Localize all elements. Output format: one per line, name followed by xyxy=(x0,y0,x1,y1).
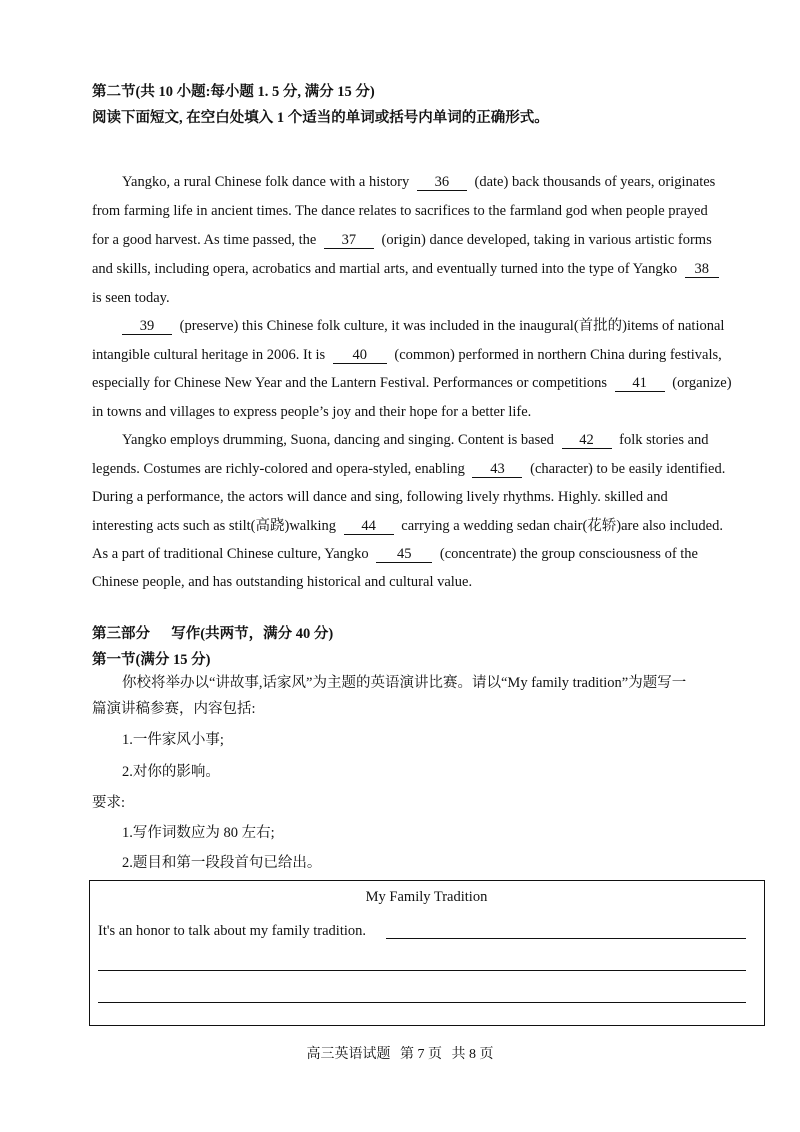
writing-line-2[interactable] xyxy=(98,970,746,971)
part3-subheading: 第一节(满分 15 分) xyxy=(92,652,211,668)
p1-text-4a: and skills, including opera, acrobatics and martial arts, and eventually turned into the type of Yangko xyxy=(92,261,678,277)
p3-line2 xyxy=(92,460,725,478)
p1-line2: from farming life in ancient times. The dance relates to sacrifices to the farmland god when people prayed xyxy=(92,203,708,219)
p1-line4 xyxy=(92,260,723,278)
blank-44[interactable]: 44 xyxy=(344,519,394,535)
p3-line3: During a performance, the actors will dance and sing, following lively rhythms. Highly. skilled and xyxy=(92,489,668,505)
content-item-2: 2.对你的影响。 xyxy=(122,764,220,780)
p2-line1 xyxy=(118,317,724,335)
p2-text-2a: intangible cultural heritage in 2006. It is xyxy=(92,347,326,363)
blank-42[interactable]: 42 xyxy=(562,433,612,449)
p1-text-1b: (date) back thousands of years, originates xyxy=(474,174,716,190)
prompt-line2: 篇演讲稿参赛，内容包括: xyxy=(92,701,256,717)
blank-41[interactable]: 41 xyxy=(615,376,665,392)
blank-38[interactable]: 38 xyxy=(685,262,719,278)
p1-line5: is seen today. xyxy=(92,290,170,306)
answer-box xyxy=(89,880,765,1026)
part3-heading-b: 写作(共两节，满分 40 分) xyxy=(171,626,334,642)
section2-heading: 第二节(共 10 小题:每小题 1. 5 分, 满分 15 分) xyxy=(92,84,375,100)
p3-text-2b: (character) to be easily identified. xyxy=(530,461,726,477)
p3-line5 xyxy=(92,545,698,563)
blank-40[interactable]: 40 xyxy=(333,348,387,364)
requirements-label: 要求: xyxy=(92,795,126,811)
writing-line-3[interactable] xyxy=(98,1002,746,1003)
requirement-1: 1.写作词数应为 80 左右; xyxy=(122,825,275,841)
p2-line4: in towns and villages to express people’s joy and their hope for a better life. xyxy=(92,404,532,420)
blank-36[interactable]: 36 xyxy=(417,175,467,191)
p1-text-3a: for a good harvest. As time passed, the xyxy=(92,232,317,248)
p2-line2 xyxy=(92,346,722,364)
part3-heading-a: 第三部分 xyxy=(92,626,150,642)
footer-total-pages: 共 8 页 xyxy=(451,1047,494,1062)
footer-exam-name: 高三英语试题 xyxy=(306,1047,391,1062)
p2-text-1: (preserve) this Chinese folk culture, it was included in the inaugural(首批的)items of national xyxy=(179,318,725,334)
p3-text-2a: legends. Costumes are richly-colored and opera-styled, enabling xyxy=(92,461,465,477)
p3-line6: Chinese people, and has outstanding historical and cultural value. xyxy=(92,574,473,590)
p2-line3 xyxy=(92,374,732,392)
part3-heading xyxy=(92,625,333,643)
p3-text-1a: Yangko employs drumming, Suona, dancing and singing. Content is based xyxy=(122,432,554,448)
p1-text-1a: Yangko, a rural Chinese folk dance with a history xyxy=(122,174,410,190)
p2-text-2b: (common) performed in northern China during festivals, xyxy=(394,347,722,363)
p3-text-4b: carrying a wedding sedan chair(花轿)are also included. xyxy=(401,518,723,534)
p2-text-3b: (organize) xyxy=(672,375,732,391)
p3-text-5a: As a part of traditional Chinese culture, Yangko xyxy=(92,546,369,562)
p1-line3 xyxy=(92,231,712,249)
page-footer xyxy=(0,1043,800,1063)
p1-line1 xyxy=(122,173,715,191)
p3-text-4a: interesting acts such as stilt(高跷)walking xyxy=(92,518,337,534)
p1-text-3b: (origin) dance developed, taking in various artistic forms xyxy=(381,232,712,248)
writing-line-1[interactable] xyxy=(386,938,746,939)
requirement-2: 2.题目和第一段段首句已给出。 xyxy=(122,855,322,871)
essay-first-line: It's an honor to talk about my family tradition. xyxy=(98,923,366,939)
p3-text-1b: folk stories and xyxy=(619,432,709,448)
blank-43[interactable]: 43 xyxy=(472,462,522,478)
blank-45[interactable]: 45 xyxy=(376,547,432,563)
p3-text-5b: (concentrate) the group consciousness of the xyxy=(439,546,698,562)
blank-37[interactable]: 37 xyxy=(324,233,374,249)
blank-39[interactable]: 39 xyxy=(122,319,172,335)
prompt-line1: 你校将举办以“讲故事,话家风”为主题的英语演讲比赛。请以“My family tradition”为题写一 xyxy=(122,675,687,691)
section2-instruction: 阅读下面短文, 在空白处填入 1 个适当的单词或括号内单词的正确形式。 xyxy=(92,110,549,126)
content-item-1: 1.一件家风小事; xyxy=(122,732,224,748)
footer-page-number: 第 7 页 xyxy=(400,1047,442,1062)
p3-line4 xyxy=(92,517,723,535)
p2-text-3a: especially for Chinese New Year and the Lantern Festival. Performances or competitions xyxy=(92,375,608,391)
essay-title: My Family Tradition xyxy=(365,889,488,905)
p3-line1 xyxy=(122,431,709,449)
